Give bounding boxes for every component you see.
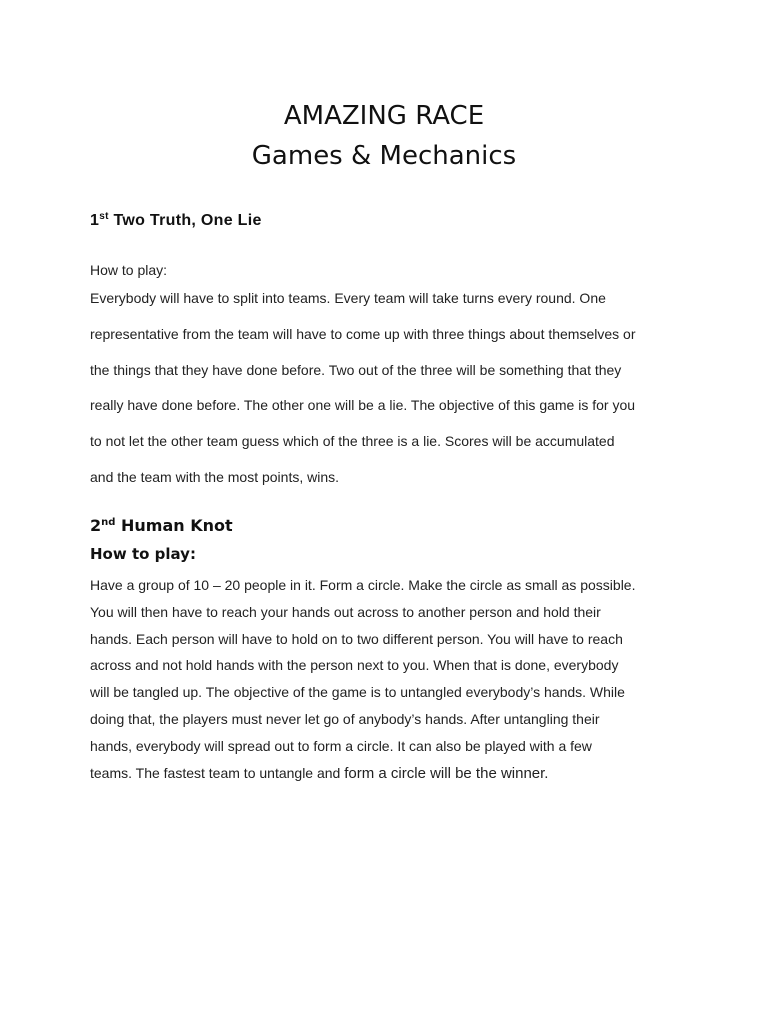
last-line-end: form a circle will be the winner. (344, 764, 549, 782)
section-2-how-to-play: How to play: (90, 545, 196, 563)
paragraph-line: Everybody will have to split into teams. Every team will take turns every round. One (90, 290, 606, 306)
paragraph-line: hands. Each person will have to hold on to two different person. You will have to reach (90, 630, 623, 647)
paragraph-line: You will then have to reach your hands out across to another person and hold their (90, 603, 601, 620)
paragraph-last-line (90, 762, 700, 789)
paragraph-line: representative from the team will have to come up with three things about themselves or (90, 325, 636, 342)
paragraph-line: Have a group of 10 – 20 people in it. Form a circle. Make the circle as small as possible. (90, 577, 636, 593)
section-2-heading-text: Human Knot (121, 516, 233, 535)
section-1-heading-text: Two Truth, One Lie (113, 212, 262, 229)
section-1-paragraph (90, 287, 690, 502)
section-1-heading (90, 212, 262, 230)
paragraph-line: and the team with the most points, wins. (90, 468, 340, 485)
section-2-ordinal-suffix: nd (101, 517, 116, 528)
paragraph-line: to not let the other team guess which of the three is a lie. Scores will be accumulated (90, 433, 615, 450)
title-line-2: Games & Mechanics (251, 141, 517, 171)
section-2-ordinal-number: 2 (90, 516, 102, 535)
paragraph-line: hands, everybody will spread out to form a circle. It can also be played with a few (90, 737, 592, 754)
title-line-1: AMAZING RACE (283, 101, 485, 131)
section-1-how-to-play: How to play: (90, 262, 168, 278)
paragraph-line: the things that they have done before. Two out of the three will be something that they (90, 361, 622, 378)
section-1-ordinal-number: 1 (90, 212, 100, 229)
last-line-start: teams. The fastest team to untangle and (90, 764, 345, 781)
paragraph-line: will be tangled up. The objective of the game is to untangled everybody’s hands. While (90, 684, 625, 701)
paragraph-line: doing that, the players must never let go of anybody’s hands. After untangling their (90, 710, 600, 727)
paragraph-line: across and not hold hands with the person next to you. When that is done, everybody (90, 657, 619, 674)
paragraph-line: really have done before. The other one will be a lie. The objective of this game is for you (90, 397, 636, 414)
section-2-paragraph (90, 574, 700, 788)
section-2-heading (90, 516, 233, 535)
document-title (0, 96, 768, 176)
section-1-ordinal-suffix: st (99, 211, 109, 222)
